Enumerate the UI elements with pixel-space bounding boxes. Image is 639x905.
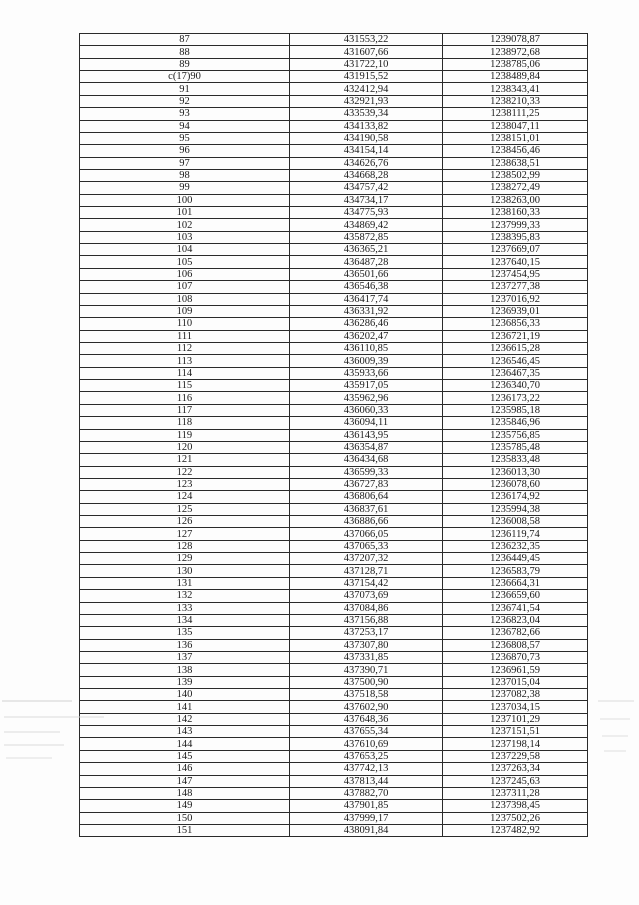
point-number-cell: 139 <box>80 676 290 688</box>
point-number-cell: 124 <box>80 491 290 503</box>
point-number-cell: 104 <box>80 244 290 256</box>
x-coordinate-cell: 436434,68 <box>290 454 443 466</box>
point-number-cell: c(17)90 <box>80 71 290 83</box>
point-number-cell: 113 <box>80 355 290 367</box>
y-coordinate-cell: 1235846,96 <box>443 417 588 429</box>
x-coordinate-cell: 436727,83 <box>290 478 443 490</box>
x-coordinate-cell: 437390,71 <box>290 664 443 676</box>
y-coordinate-cell: 1237016,92 <box>443 293 588 305</box>
scan-artifact-right <box>604 750 626 752</box>
y-coordinate-cell: 1237311,28 <box>443 787 588 799</box>
y-coordinate-cell: 1237082,38 <box>443 689 588 701</box>
x-coordinate-cell: 437500,90 <box>290 676 443 688</box>
x-coordinate-cell: 432412,94 <box>290 83 443 95</box>
x-coordinate-cell: 435962,96 <box>290 392 443 404</box>
point-number-cell: 110 <box>80 318 290 330</box>
point-number-cell: 103 <box>80 231 290 243</box>
point-number-cell: 134 <box>80 614 290 626</box>
table-row <box>80 590 588 602</box>
x-coordinate-cell: 437331,85 <box>290 651 443 663</box>
y-coordinate-cell: 1238151,01 <box>443 132 588 144</box>
point-number-cell: 143 <box>80 726 290 738</box>
table-row <box>80 602 588 614</box>
point-number-cell: 136 <box>80 639 290 651</box>
y-coordinate-cell: 1236939,01 <box>443 305 588 317</box>
scan-artifact-right <box>600 718 630 720</box>
table-row <box>80 404 588 416</box>
point-number-cell: 109 <box>80 305 290 317</box>
point-number-cell: 142 <box>80 713 290 725</box>
y-coordinate-cell: 1235785,48 <box>443 441 588 453</box>
point-number-cell: 94 <box>80 120 290 132</box>
y-coordinate-cell: 1236823,04 <box>443 614 588 626</box>
x-coordinate-cell: 431722,10 <box>290 58 443 70</box>
y-coordinate-cell: 1236583,79 <box>443 565 588 577</box>
x-coordinate-cell: 436806,64 <box>290 491 443 503</box>
table-row <box>80 478 588 490</box>
y-coordinate-cell: 1235833,48 <box>443 454 588 466</box>
table-row <box>80 825 588 837</box>
y-coordinate-cell: 1237502,26 <box>443 812 588 824</box>
x-coordinate-cell: 436546,38 <box>290 281 443 293</box>
y-coordinate-cell: 1237263,34 <box>443 763 588 775</box>
point-number-cell: 116 <box>80 392 290 404</box>
table-row <box>80 355 588 367</box>
scan-artifact-left <box>4 716 104 718</box>
table-row <box>80 380 588 392</box>
y-coordinate-cell: 1236119,74 <box>443 528 588 540</box>
coordinates-table <box>79 33 588 837</box>
table-row <box>80 305 588 317</box>
table-row <box>80 244 588 256</box>
y-coordinate-cell: 1238456,46 <box>443 145 588 157</box>
y-coordinate-cell: 1238638,51 <box>443 157 588 169</box>
point-number-cell: 89 <box>80 58 290 70</box>
table-row <box>80 207 588 219</box>
point-number-cell: 144 <box>80 738 290 750</box>
x-coordinate-cell: 436487,28 <box>290 256 443 268</box>
table-row <box>80 503 588 515</box>
x-coordinate-cell: 437813,44 <box>290 775 443 787</box>
point-number-cell: 98 <box>80 169 290 181</box>
point-number-cell: 148 <box>80 787 290 799</box>
point-number-cell: 117 <box>80 404 290 416</box>
point-number-cell: 102 <box>80 219 290 231</box>
y-coordinate-cell: 1238343,41 <box>443 83 588 95</box>
x-coordinate-cell: 434190,58 <box>290 132 443 144</box>
point-number-cell: 131 <box>80 577 290 589</box>
y-coordinate-cell: 1236721,19 <box>443 330 588 342</box>
point-number-cell: 92 <box>80 95 290 107</box>
point-number-cell: 93 <box>80 108 290 120</box>
point-number-cell: 111 <box>80 330 290 342</box>
table-row <box>80 614 588 626</box>
table-row <box>80 651 588 663</box>
point-number-cell: 127 <box>80 528 290 540</box>
table-row <box>80 429 588 441</box>
point-number-cell: 146 <box>80 763 290 775</box>
table-row <box>80 812 588 824</box>
table-row <box>80 627 588 639</box>
table-row <box>80 639 588 651</box>
x-coordinate-cell: 435872,85 <box>290 231 443 243</box>
point-number-cell: 95 <box>80 132 290 144</box>
y-coordinate-cell: 1236013,30 <box>443 466 588 478</box>
table-row <box>80 281 588 293</box>
y-coordinate-cell: 1238395,83 <box>443 231 588 243</box>
x-coordinate-cell: 437901,85 <box>290 800 443 812</box>
x-coordinate-cell: 437065,33 <box>290 540 443 552</box>
x-coordinate-cell: 436331,92 <box>290 305 443 317</box>
x-coordinate-cell: 437882,70 <box>290 787 443 799</box>
point-number-cell: 145 <box>80 750 290 762</box>
x-coordinate-cell: 436286,46 <box>290 318 443 330</box>
x-coordinate-cell: 437156,88 <box>290 614 443 626</box>
point-number-cell: 140 <box>80 689 290 701</box>
x-coordinate-cell: 437066,05 <box>290 528 443 540</box>
table-row <box>80 293 588 305</box>
point-number-cell: 119 <box>80 429 290 441</box>
y-coordinate-cell: 1235994,38 <box>443 503 588 515</box>
y-coordinate-cell: 1236008,58 <box>443 516 588 528</box>
point-number-cell: 133 <box>80 602 290 614</box>
point-number-cell: 151 <box>80 825 290 837</box>
y-coordinate-cell: 1238047,11 <box>443 120 588 132</box>
x-coordinate-cell: 437602,90 <box>290 701 443 713</box>
x-coordinate-cell: 436417,74 <box>290 293 443 305</box>
point-number-cell: 97 <box>80 157 290 169</box>
point-number-cell: 96 <box>80 145 290 157</box>
x-coordinate-cell: 435933,66 <box>290 367 443 379</box>
x-coordinate-cell: 436837,61 <box>290 503 443 515</box>
y-coordinate-cell: 1237669,07 <box>443 244 588 256</box>
table-row <box>80 491 588 503</box>
table-row <box>80 145 588 157</box>
point-number-cell: 112 <box>80 342 290 354</box>
scan-artifact-right <box>602 735 628 737</box>
y-coordinate-cell: 1237151,51 <box>443 726 588 738</box>
x-coordinate-cell: 436202,47 <box>290 330 443 342</box>
point-number-cell: 120 <box>80 441 290 453</box>
table-row <box>80 726 588 738</box>
x-coordinate-cell: 436886,66 <box>290 516 443 528</box>
x-coordinate-cell: 436143,95 <box>290 429 443 441</box>
table-row <box>80 268 588 280</box>
x-coordinate-cell: 431553,22 <box>290 34 443 46</box>
x-coordinate-cell: 437128,71 <box>290 565 443 577</box>
y-coordinate-cell: 1236340,70 <box>443 380 588 392</box>
table-row <box>80 169 588 181</box>
point-number-cell: 132 <box>80 590 290 602</box>
table-row <box>80 392 588 404</box>
table-row <box>80 577 588 589</box>
scan-artifact-left <box>2 700 72 702</box>
table-row <box>80 83 588 95</box>
y-coordinate-cell: 1237398,45 <box>443 800 588 812</box>
y-coordinate-cell: 1236449,45 <box>443 553 588 565</box>
table-row <box>80 664 588 676</box>
x-coordinate-cell: 434133,82 <box>290 120 443 132</box>
y-coordinate-cell: 1236961,59 <box>443 664 588 676</box>
y-coordinate-cell: 1236664,31 <box>443 577 588 589</box>
x-coordinate-cell: 436009,39 <box>290 355 443 367</box>
x-coordinate-cell: 433539,34 <box>290 108 443 120</box>
y-coordinate-cell: 1237277,38 <box>443 281 588 293</box>
x-coordinate-cell: 436094,11 <box>290 417 443 429</box>
x-coordinate-cell: 436060,33 <box>290 404 443 416</box>
x-coordinate-cell: 431915,52 <box>290 71 443 83</box>
point-number-cell: 125 <box>80 503 290 515</box>
table-row <box>80 441 588 453</box>
y-coordinate-cell: 1239078,87 <box>443 34 588 46</box>
y-coordinate-cell: 1237245,63 <box>443 775 588 787</box>
table-row <box>80 71 588 83</box>
x-coordinate-cell: 431607,66 <box>290 46 443 58</box>
y-coordinate-cell: 1236174,92 <box>443 491 588 503</box>
x-coordinate-cell: 436354,87 <box>290 441 443 453</box>
x-coordinate-cell: 437653,25 <box>290 750 443 762</box>
point-number-cell: 101 <box>80 207 290 219</box>
x-coordinate-cell: 434668,28 <box>290 169 443 181</box>
y-coordinate-cell: 1236467,35 <box>443 367 588 379</box>
point-number-cell: 130 <box>80 565 290 577</box>
x-coordinate-cell: 436501,66 <box>290 268 443 280</box>
y-coordinate-cell: 1238272,49 <box>443 182 588 194</box>
point-number-cell: 118 <box>80 417 290 429</box>
table-row <box>80 182 588 194</box>
scan-artifact-right <box>598 700 634 702</box>
point-number-cell: 123 <box>80 478 290 490</box>
point-number-cell: 126 <box>80 516 290 528</box>
y-coordinate-cell: 1238111,25 <box>443 108 588 120</box>
table-row <box>80 46 588 58</box>
scan-artifact-left <box>4 744 64 746</box>
table-row <box>80 689 588 701</box>
x-coordinate-cell: 437073,69 <box>290 590 443 602</box>
table-row <box>80 120 588 132</box>
x-coordinate-cell: 434734,17 <box>290 194 443 206</box>
table-row <box>80 454 588 466</box>
table-row <box>80 95 588 107</box>
y-coordinate-cell: 1237640,15 <box>443 256 588 268</box>
x-coordinate-cell: 437154,42 <box>290 577 443 589</box>
y-coordinate-cell: 1236808,57 <box>443 639 588 651</box>
y-coordinate-cell: 1237034,15 <box>443 701 588 713</box>
y-coordinate-cell: 1236173,22 <box>443 392 588 404</box>
y-coordinate-cell: 1237229,58 <box>443 750 588 762</box>
x-coordinate-cell: 437307,80 <box>290 639 443 651</box>
point-number-cell: 99 <box>80 182 290 194</box>
table-row <box>80 330 588 342</box>
point-number-cell: 150 <box>80 812 290 824</box>
table-row <box>80 194 588 206</box>
x-coordinate-cell: 434869,42 <box>290 219 443 231</box>
table-row <box>80 540 588 552</box>
table-row <box>80 318 588 330</box>
table-row <box>80 553 588 565</box>
table-row <box>80 516 588 528</box>
point-number-cell: 107 <box>80 281 290 293</box>
y-coordinate-cell: 1235985,18 <box>443 404 588 416</box>
point-number-cell: 122 <box>80 466 290 478</box>
y-coordinate-cell: 1236546,45 <box>443 355 588 367</box>
table-row <box>80 342 588 354</box>
point-number-cell: 115 <box>80 380 290 392</box>
x-coordinate-cell: 434626,76 <box>290 157 443 169</box>
point-number-cell: 129 <box>80 553 290 565</box>
point-number-cell: 141 <box>80 701 290 713</box>
y-coordinate-cell: 1237482,92 <box>443 825 588 837</box>
point-number-cell: 138 <box>80 664 290 676</box>
table-row <box>80 565 588 577</box>
table-row <box>80 676 588 688</box>
table-row <box>80 775 588 787</box>
x-coordinate-cell: 437084,86 <box>290 602 443 614</box>
y-coordinate-cell: 1236856,33 <box>443 318 588 330</box>
point-number-cell: 100 <box>80 194 290 206</box>
scan-artifact-left <box>4 731 60 733</box>
x-coordinate-cell: 436110,85 <box>290 342 443 354</box>
table-row <box>80 763 588 775</box>
y-coordinate-cell: 1237999,33 <box>443 219 588 231</box>
y-coordinate-cell: 1237101,29 <box>443 713 588 725</box>
x-coordinate-cell: 437518,58 <box>290 689 443 701</box>
point-number-cell: 121 <box>80 454 290 466</box>
point-number-cell: 108 <box>80 293 290 305</box>
table-row <box>80 58 588 70</box>
y-coordinate-cell: 1238263,00 <box>443 194 588 206</box>
table-row <box>80 787 588 799</box>
point-number-cell: 128 <box>80 540 290 552</box>
point-number-cell: 87 <box>80 34 290 46</box>
table-row <box>80 417 588 429</box>
point-number-cell: 91 <box>80 83 290 95</box>
y-coordinate-cell: 1238489,84 <box>443 71 588 83</box>
y-coordinate-cell: 1237454,95 <box>443 268 588 280</box>
y-coordinate-cell: 1238160,33 <box>443 207 588 219</box>
point-number-cell: 88 <box>80 46 290 58</box>
y-coordinate-cell: 1238785,06 <box>443 58 588 70</box>
table-row <box>80 34 588 46</box>
table-row <box>80 713 588 725</box>
point-number-cell: 106 <box>80 268 290 280</box>
point-number-cell: 149 <box>80 800 290 812</box>
y-coordinate-cell: 1236615,28 <box>443 342 588 354</box>
table-row <box>80 367 588 379</box>
x-coordinate-cell: 436599,33 <box>290 466 443 478</box>
x-coordinate-cell: 436365,21 <box>290 244 443 256</box>
x-coordinate-cell: 437610,69 <box>290 738 443 750</box>
y-coordinate-cell: 1238972,68 <box>443 46 588 58</box>
x-coordinate-cell: 437648,36 <box>290 713 443 725</box>
table-row <box>80 701 588 713</box>
point-number-cell: 105 <box>80 256 290 268</box>
y-coordinate-cell: 1236870,73 <box>443 651 588 663</box>
point-number-cell: 135 <box>80 627 290 639</box>
table-row <box>80 750 588 762</box>
table-row <box>80 132 588 144</box>
point-number-cell: 137 <box>80 651 290 663</box>
x-coordinate-cell: 437742,13 <box>290 763 443 775</box>
table-row <box>80 219 588 231</box>
y-coordinate-cell: 1236782,66 <box>443 627 588 639</box>
y-coordinate-cell: 1236659,60 <box>443 590 588 602</box>
y-coordinate-cell: 1238210,33 <box>443 95 588 107</box>
x-coordinate-cell: 437253,17 <box>290 627 443 639</box>
x-coordinate-cell: 437207,32 <box>290 553 443 565</box>
x-coordinate-cell: 437999,17 <box>290 812 443 824</box>
table-row <box>80 800 588 812</box>
y-coordinate-cell: 1236232,35 <box>443 540 588 552</box>
x-coordinate-cell: 437655,34 <box>290 726 443 738</box>
y-coordinate-cell: 1236078,60 <box>443 478 588 490</box>
table-row <box>80 157 588 169</box>
x-coordinate-cell: 434154,14 <box>290 145 443 157</box>
y-coordinate-cell: 1235756,85 <box>443 429 588 441</box>
table-row <box>80 528 588 540</box>
table-row <box>80 466 588 478</box>
point-number-cell: 114 <box>80 367 290 379</box>
x-coordinate-cell: 434757,42 <box>290 182 443 194</box>
y-coordinate-cell: 1237198,14 <box>443 738 588 750</box>
x-coordinate-cell: 434775,93 <box>290 207 443 219</box>
point-number-cell: 147 <box>80 775 290 787</box>
y-coordinate-cell: 1237015,04 <box>443 676 588 688</box>
x-coordinate-cell: 438091,84 <box>290 825 443 837</box>
x-coordinate-cell: 435917,05 <box>290 380 443 392</box>
coordinates-table-body <box>80 34 588 837</box>
table-row <box>80 738 588 750</box>
table-row <box>80 108 588 120</box>
scan-artifact-left <box>6 757 52 759</box>
y-coordinate-cell: 1238502,99 <box>443 169 588 181</box>
x-coordinate-cell: 432921,93 <box>290 95 443 107</box>
y-coordinate-cell: 1236741,54 <box>443 602 588 614</box>
table-row <box>80 256 588 268</box>
table-row <box>80 231 588 243</box>
